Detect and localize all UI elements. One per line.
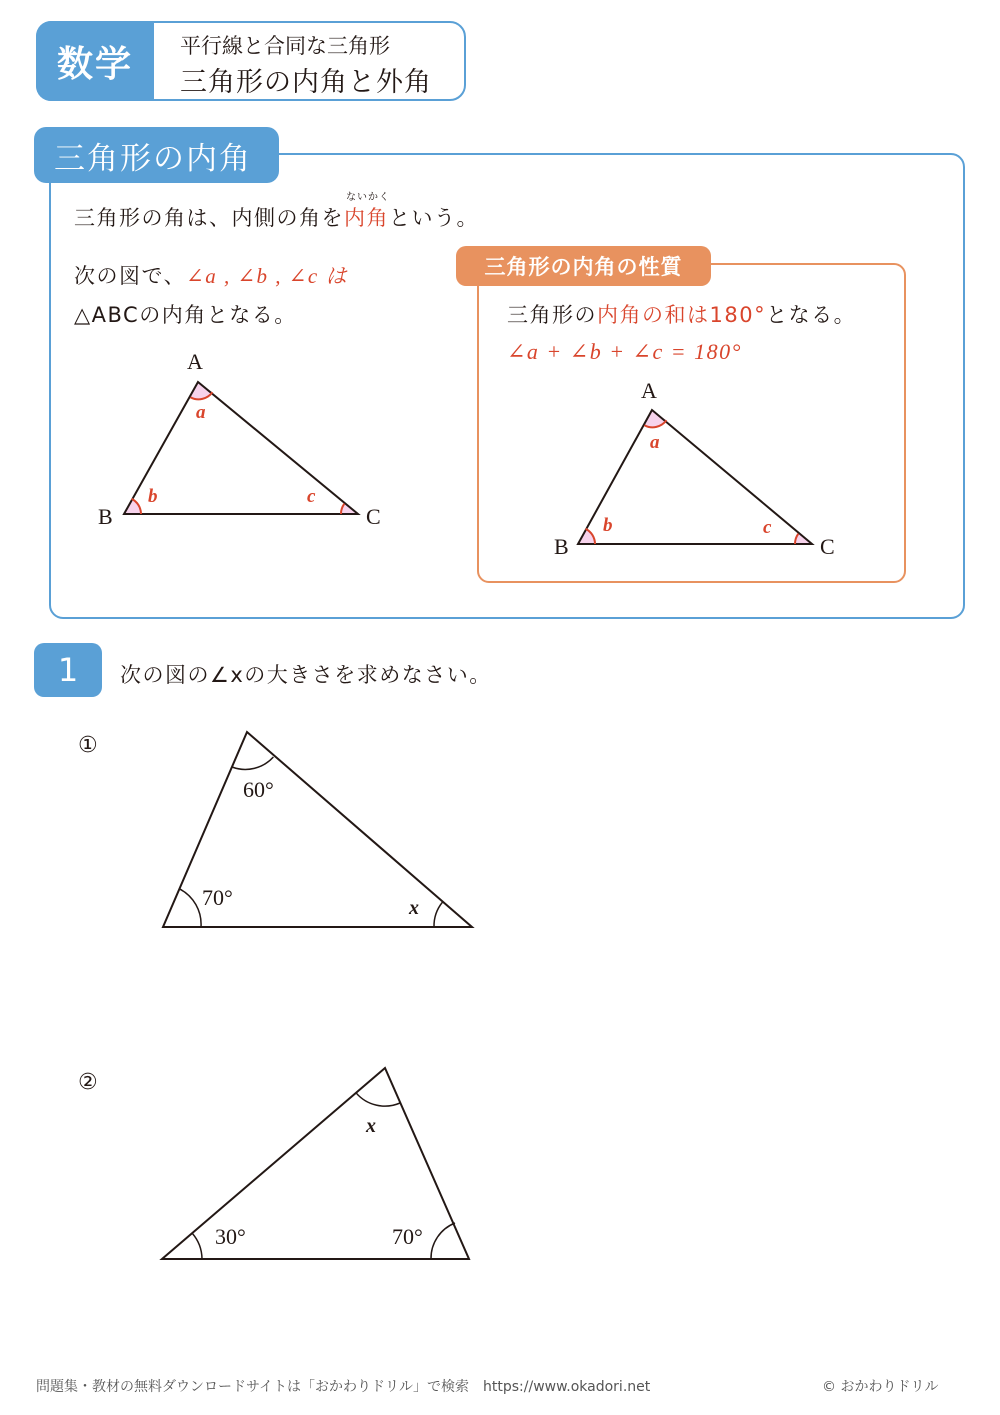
unit-title: 平行線と合同な三角形	[180, 34, 390, 58]
definition-term: 内角	[344, 206, 389, 230]
angle-left-arc	[192, 1233, 202, 1259]
property-statement	[507, 299, 856, 329]
angle-list: ∠a , ∠b , ∠c は	[186, 264, 348, 288]
page-title: 三角形の内角と外角	[180, 67, 432, 98]
angle-top-arc	[356, 1093, 400, 1106]
explanation-prefix: 次の図で、	[74, 264, 187, 288]
angle-c-label: c	[307, 486, 316, 507]
item-label-2: ②	[78, 1070, 98, 1095]
definition-text	[74, 192, 479, 232]
triangle-abc	[124, 382, 358, 514]
angle-a-label: a	[196, 402, 206, 423]
vertex-c-label: C	[820, 534, 835, 559]
angle-right-arc	[434, 902, 443, 927]
angle-c-label: c	[763, 517, 772, 538]
angle-right-label: 70°	[392, 1224, 423, 1249]
angle-left-arc	[179, 889, 201, 927]
footer-site-info: 問題集・教材の無料ダウンロードサイトは「おかわりドリル」で検索 https://www.okadori.net	[36, 1379, 651, 1395]
triangle-figure-2	[540, 372, 850, 572]
property-suffix: となる。	[766, 303, 857, 327]
term-ruby: ないかく	[346, 192, 390, 203]
definition-after: という。	[389, 206, 479, 230]
problem-triangle-2	[150, 1055, 490, 1275]
angle-a-label: a	[650, 432, 660, 453]
angle-left-label: 30°	[215, 1224, 246, 1249]
angle-top-label: 60°	[243, 777, 274, 802]
subject-badge: 数学	[36, 21, 154, 101]
property-prefix: 三角形の	[507, 303, 597, 327]
triangle-figure-1	[90, 340, 400, 540]
problem-instruction: 次の図の∠xの大きさを求めなさい。	[120, 663, 492, 687]
vertex-a-label: A	[641, 378, 657, 403]
explanation-line-2: △ABCの内角となる。	[74, 303, 297, 327]
angle-x-label: x	[366, 1115, 376, 1137]
triangle-abc	[578, 410, 812, 544]
property-highlight: 内角の和は180°	[597, 303, 767, 327]
explanation-line-1	[74, 260, 348, 290]
vertex-a-label: A	[187, 349, 203, 374]
problem-triangle-1	[150, 720, 490, 940]
vertex-b-label: B	[554, 534, 569, 559]
angle-x-label: x	[409, 897, 419, 919]
footer-copyright: © おかわりドリル	[822, 1379, 939, 1395]
triangle-outline	[162, 1068, 469, 1259]
item-label-1: ①	[78, 733, 98, 758]
angle-right-arc	[431, 1223, 455, 1259]
angle-left-label: 70°	[202, 885, 233, 910]
angle-b-label: b	[603, 515, 613, 536]
angle-b-label: b	[148, 486, 158, 507]
angle-top-arc	[232, 757, 273, 769]
angle-sum-formula: ∠a + ∠b + ∠c = 180°	[507, 339, 742, 364]
problem-number: 1	[34, 643, 102, 697]
vertex-b-label: B	[98, 504, 113, 529]
property-title: 三角形の内角の性質	[456, 246, 711, 286]
vertex-c-label: C	[366, 504, 381, 529]
definition-before: 三角形の角は、内側の角を	[74, 206, 344, 230]
section-title: 三角形の内角	[34, 127, 279, 183]
